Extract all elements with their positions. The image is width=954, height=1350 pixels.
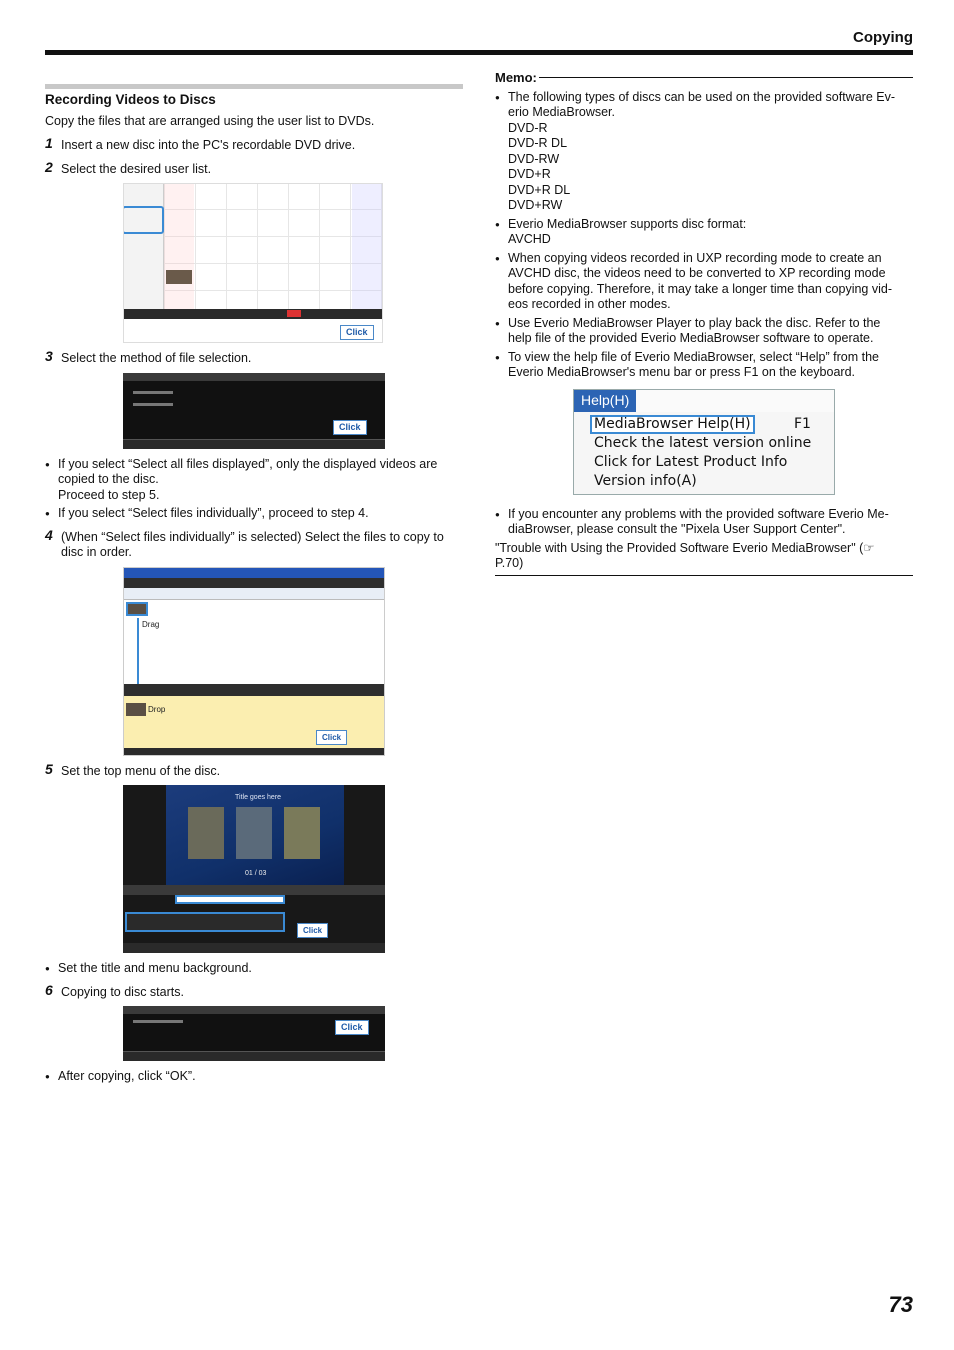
header-rule: [45, 50, 913, 55]
shot-dark-divider: [124, 684, 385, 696]
help-menu-screenshot: [573, 389, 835, 495]
shot-calendar: [164, 184, 383, 318]
screenshot-user-list: [123, 183, 383, 343]
memo-title: Memo:: [495, 70, 537, 85]
shot-bottom-bar: [124, 748, 385, 756]
note-title-background: [45, 961, 463, 977]
shot-toolbar: [124, 309, 383, 319]
step-1: [45, 135, 463, 154]
menu-item-version-info[interactable]: Version info(A): [594, 472, 697, 489]
shot-weekend-col-right: [352, 184, 383, 318]
click-callout: Click: [335, 1020, 369, 1035]
memo-heading: [495, 70, 913, 86]
click-callout: Click: [333, 420, 367, 435]
step-number: 4: [45, 526, 53, 543]
click-callout: Click: [340, 325, 374, 340]
step-number: 2: [45, 158, 53, 175]
step-text: Insert a new disc into the PC's recordable DVD drive.: [61, 138, 356, 152]
shot-title-bar: [123, 373, 385, 381]
click-callout: Click: [316, 730, 347, 745]
shot-bg-options: [125, 912, 285, 932]
shot-bottom-bar: [123, 1051, 385, 1061]
note-line: ● After copying, click “OK”.: [58, 1069, 196, 1083]
step-number: 5: [45, 760, 53, 777]
title-placeholder: Title goes here: [235, 794, 282, 801]
step-number: 6: [45, 981, 53, 998]
memo-item-disc-format: [495, 217, 913, 248]
step-3: [45, 348, 463, 367]
drag-label: Drag: [142, 619, 160, 629]
memo-line: diaBrowser, please consult the "Pixela User Support Center".: [508, 522, 846, 536]
menu-item-mediabrowser-help[interactable]: MediaBrowser Help(H): [590, 415, 755, 435]
click-callout: Click: [297, 923, 328, 938]
memo-line: AVCHD: [508, 232, 551, 246]
memo-line: ● When copying videos recorded in UXP recording mode to create an: [508, 250, 882, 265]
screenshot-drag-drop: [123, 567, 385, 756]
shot-option-1: [133, 391, 173, 394]
memo-line: ● If you encounter any problems with the provided software Everio Me-: [508, 506, 889, 521]
memo-line: DVD+RW: [508, 198, 563, 212]
step-6: [45, 981, 463, 1001]
help-menu-bar[interactable]: Help(H): [574, 390, 636, 412]
step-text: Set the top menu of the disc.: [61, 763, 221, 778]
memo-reference: [495, 541, 913, 576]
page-header-title: Copying: [853, 29, 913, 46]
memo-line: eos recorded in other modes.: [508, 297, 671, 311]
menu-shortcut-f1: F1: [794, 415, 811, 432]
note-line: copied to the disc.: [58, 472, 159, 486]
menu-item-product-info[interactable]: Click for Latest Product Info: [594, 453, 788, 470]
memo-line: Everio MediaBrowser's menu bar or press F1 on the keyboard.: [508, 365, 855, 379]
memo-line: erio MediaBrowser.: [508, 105, 615, 119]
memo-rule: [539, 77, 913, 78]
step-text: Select the desired user list.: [61, 161, 212, 176]
shot-drop-thumb: [126, 703, 146, 716]
memo-line: DVD-RW: [508, 151, 560, 166]
shot-title-bar: [123, 1006, 385, 1014]
step-text: disc in order.: [61, 545, 132, 559]
section-bar: [45, 84, 463, 89]
shot-source-thumb: [126, 602, 148, 616]
shot-thumbnail: [166, 270, 192, 284]
menu-item-check-latest[interactable]: Check the latest version online: [594, 434, 812, 451]
memo-line: DVD-R: [508, 120, 548, 135]
step-number: 1: [45, 135, 53, 151]
shot-thumb-grid: [188, 807, 328, 859]
shot-title-bar: [124, 568, 385, 578]
memo-item-disc-types: [495, 90, 913, 214]
screenshot-top-menu: [123, 785, 385, 953]
section-title: Recording Videos to Discs: [45, 92, 216, 107]
section-intro: Copy the files that are arranged using the user list to DVDs.: [45, 113, 375, 128]
shot-weekend-col: [164, 184, 194, 318]
left-column: [45, 84, 463, 1088]
step-text: Select the method of file selection.: [61, 351, 252, 365]
memo-line: before copying. Therefore, it may take a longer time than copying vid-: [508, 281, 893, 296]
shot-bottom-bar: [123, 943, 385, 953]
note-after-copying: [45, 1069, 463, 1085]
shot-option-2: [133, 403, 173, 406]
step-text: Copying to disc starts.: [61, 984, 184, 999]
step-text: (When “Select files individually” is selected) Select the files to copy to: [61, 529, 444, 544]
step-number: 3: [45, 348, 53, 364]
shot-bottom-bar: [123, 439, 385, 449]
memo-item-help: [495, 350, 913, 381]
note-line: Proceed to step 5.: [58, 487, 160, 502]
reference-page[interactable]: P.70): [495, 556, 524, 570]
page-number: 73: [888, 1292, 913, 1317]
screenshot-selection-method: [123, 373, 385, 449]
note-select-individually: [45, 506, 463, 522]
shot-subbar: [124, 588, 385, 600]
memo-line: DVD-R DL: [508, 136, 568, 150]
memo-line: AVCHD disc, the videos need to be converted to XP recording mode: [508, 266, 886, 280]
shot-red-button: [287, 310, 301, 317]
memo-line: ● Use Everio MediaBrowser Player to play back the disc. Refer to the: [508, 315, 881, 330]
note-line: ● If you select “Select all files displayed”, only the displayed videos are: [58, 456, 438, 471]
memo-line: DVD+R: [508, 167, 551, 181]
step-4: [45, 526, 463, 561]
shot-settings-bar: [123, 885, 385, 895]
memo-item-uxp: [495, 251, 913, 313]
memo-item-support: [495, 507, 913, 538]
memo-column: [495, 70, 913, 576]
note-select-all: [45, 457, 463, 504]
note-line: ● If you select “Select files individually”, proceed to step 4.: [58, 506, 369, 520]
drop-label: Drop: [148, 704, 166, 714]
shot-tabs: [124, 578, 385, 588]
shot-sidebar: [124, 184, 164, 318]
memo-item-player: [495, 316, 913, 347]
step-5: [45, 760, 463, 780]
page-counter: 01 / 03: [245, 870, 267, 877]
shot-title-input: [175, 895, 285, 904]
note-line: ● Set the title and menu background.: [58, 961, 252, 975]
reference-link[interactable]: "Trouble with Using the Provided Software Everio MediaBrowser" (☞: [495, 540, 875, 555]
memo-line: help file of the provided Everio MediaBrowser software to operate.: [508, 331, 874, 345]
step-2: [45, 158, 463, 178]
memo-line: DVD+R DL: [508, 182, 571, 197]
help-menu-strip: [636, 390, 834, 412]
memo-line: ● Everio MediaBrowser supports disc format:: [508, 216, 747, 231]
screenshot-copying: [123, 1006, 385, 1061]
memo-line: ● The following types of discs can be used on the provided software Ev-: [508, 89, 896, 104]
shot-progress-text: [133, 1020, 183, 1023]
shot-selected-list: [123, 206, 164, 234]
memo-line: ● To view the help file of Everio MediaBrowser, select “Help” from the: [508, 349, 879, 364]
